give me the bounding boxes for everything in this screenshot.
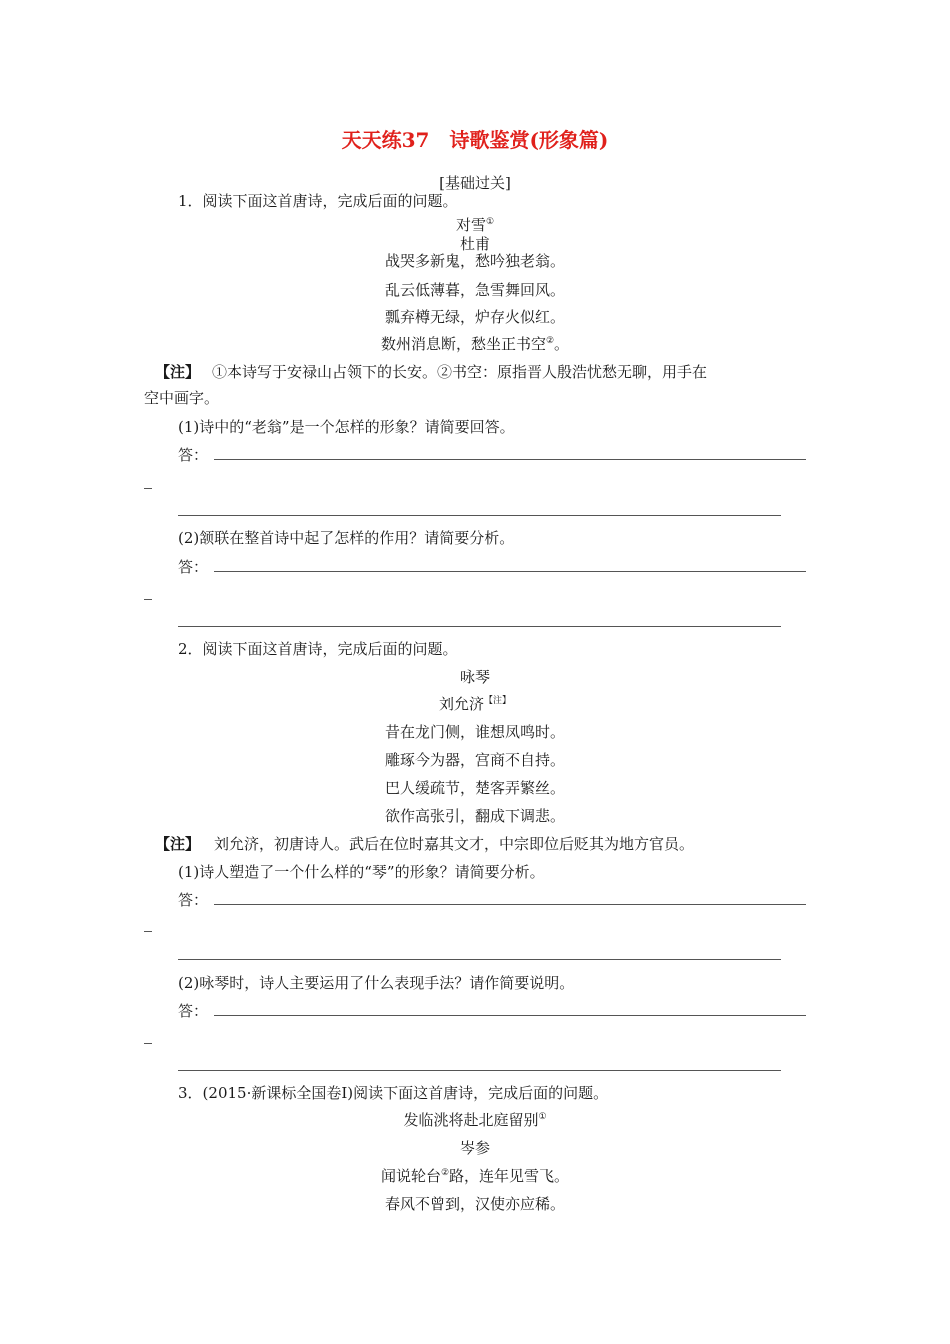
answer-line[interactable] <box>178 626 781 627</box>
poem-line <box>0 333 950 354</box>
answer-line[interactable] <box>214 1015 806 1016</box>
note-text: ①本诗写于安禄山占领下的长安。②书空：原指晋人殷浩忧愁无聊，用手在 <box>212 363 708 381</box>
question-2-prompt: 2．阅读下面这首唐诗，完成后面的问题。 <box>178 640 458 658</box>
poem-1-title <box>0 214 950 235</box>
question-3-prompt: 3．(2015·新课标全国卷Ⅰ)阅读下面这首唐诗，完成后面的问题。 <box>178 1084 609 1102</box>
question-2-sub-2: (2)咏琴时，诗人主要运用了什么表现手法？请作简要说明。 <box>178 974 575 992</box>
answer-line-dash <box>144 599 152 600</box>
question-1-prompt: 1．阅读下面这首唐诗，完成后面的问题。 <box>178 192 458 210</box>
question-1-sub-2: (2)颔联在整首诗中起了怎样的作用？请简要分析。 <box>178 529 515 547</box>
footnote-mark: ① <box>538 1112 547 1122</box>
answer-line[interactable] <box>214 571 806 572</box>
note-2 <box>155 833 694 854</box>
poem-line-text: 路，连年见雪飞。 <box>449 1167 570 1185</box>
answer-line[interactable] <box>214 904 806 905</box>
note-label: 【注】 <box>155 835 201 853</box>
poem-line: 昔在龙门侧，谁想凤鸣时。 <box>384 723 565 741</box>
poem-line-text: 数州消息断，愁坐正书空 <box>380 335 546 353</box>
section-heading: [基础过关] <box>439 174 511 192</box>
note-text: 刘允济，初唐诗人。武后在位时嘉其文才，中宗即位后贬其为地方官员。 <box>214 835 695 853</box>
poem-line: 瓢弃樽无绿，炉存火似红。 <box>384 308 565 326</box>
note-label: 【注】 <box>155 363 201 381</box>
footnote-mark: ② <box>545 336 555 346</box>
poem-3-title <box>0 1109 950 1130</box>
poem-2-author <box>0 693 950 714</box>
poem-2-author-text: 刘允济 <box>438 695 484 713</box>
poem-line-end: 。 <box>554 335 570 353</box>
answer-line[interactable] <box>178 1070 781 1071</box>
poem-3-title-text: 发临洮将赴北庭留别 <box>403 1111 539 1129</box>
note-1 <box>155 361 707 382</box>
poem-1-author: 杜甫 <box>459 235 490 253</box>
poem-3-author: 岑参 <box>459 1139 490 1157</box>
answer-line[interactable] <box>178 515 781 516</box>
answer-line-dash <box>144 931 152 932</box>
footnote-mark: ① <box>485 217 495 227</box>
note-1-continued: 空中画字。 <box>144 389 220 407</box>
answer-label: 答： <box>178 446 209 464</box>
footnote-mark: 【注】 <box>484 696 512 706</box>
answer-line[interactable] <box>178 959 781 960</box>
poem-2-title: 咏琴 <box>459 668 490 686</box>
page-title: 天天练37 诗歌鉴赏(形象篇) <box>341 128 609 152</box>
question-1-sub-1: (1)诗中的“老翁”是一个怎样的形象？请简要回答。 <box>178 418 515 436</box>
poem-line: 乱云低薄暮，急雪舞回风。 <box>384 281 565 299</box>
poem-line: 欲作高张引，翻成下调悲。 <box>384 807 565 825</box>
poem-line: 春风不曾到，汉使亦应稀。 <box>384 1195 565 1213</box>
question-2-sub-1: (1)诗人塑造了一个什么样的“琴”的形象？请简要分析。 <box>178 863 545 881</box>
answer-label: 答： <box>178 1002 209 1020</box>
poem-line <box>0 1165 950 1186</box>
poem-line: 雕琢今为器，宫商不自持。 <box>384 751 565 769</box>
answer-line-dash <box>144 1043 152 1044</box>
footnote-mark: ② <box>440 1168 450 1178</box>
poem-line-text: 闻说轮台 <box>380 1167 441 1185</box>
answer-line[interactable] <box>214 459 806 460</box>
answer-line-dash <box>144 488 152 489</box>
poem-line: 战哭多新鬼，愁吟独老翁。 <box>384 252 565 270</box>
answer-label: 答： <box>178 891 209 909</box>
poem-line: 巴人缓疏节，楚客弄繁丝。 <box>384 779 565 797</box>
poem-1-title-text: 对雪 <box>455 216 486 234</box>
answer-label: 答： <box>178 558 209 576</box>
